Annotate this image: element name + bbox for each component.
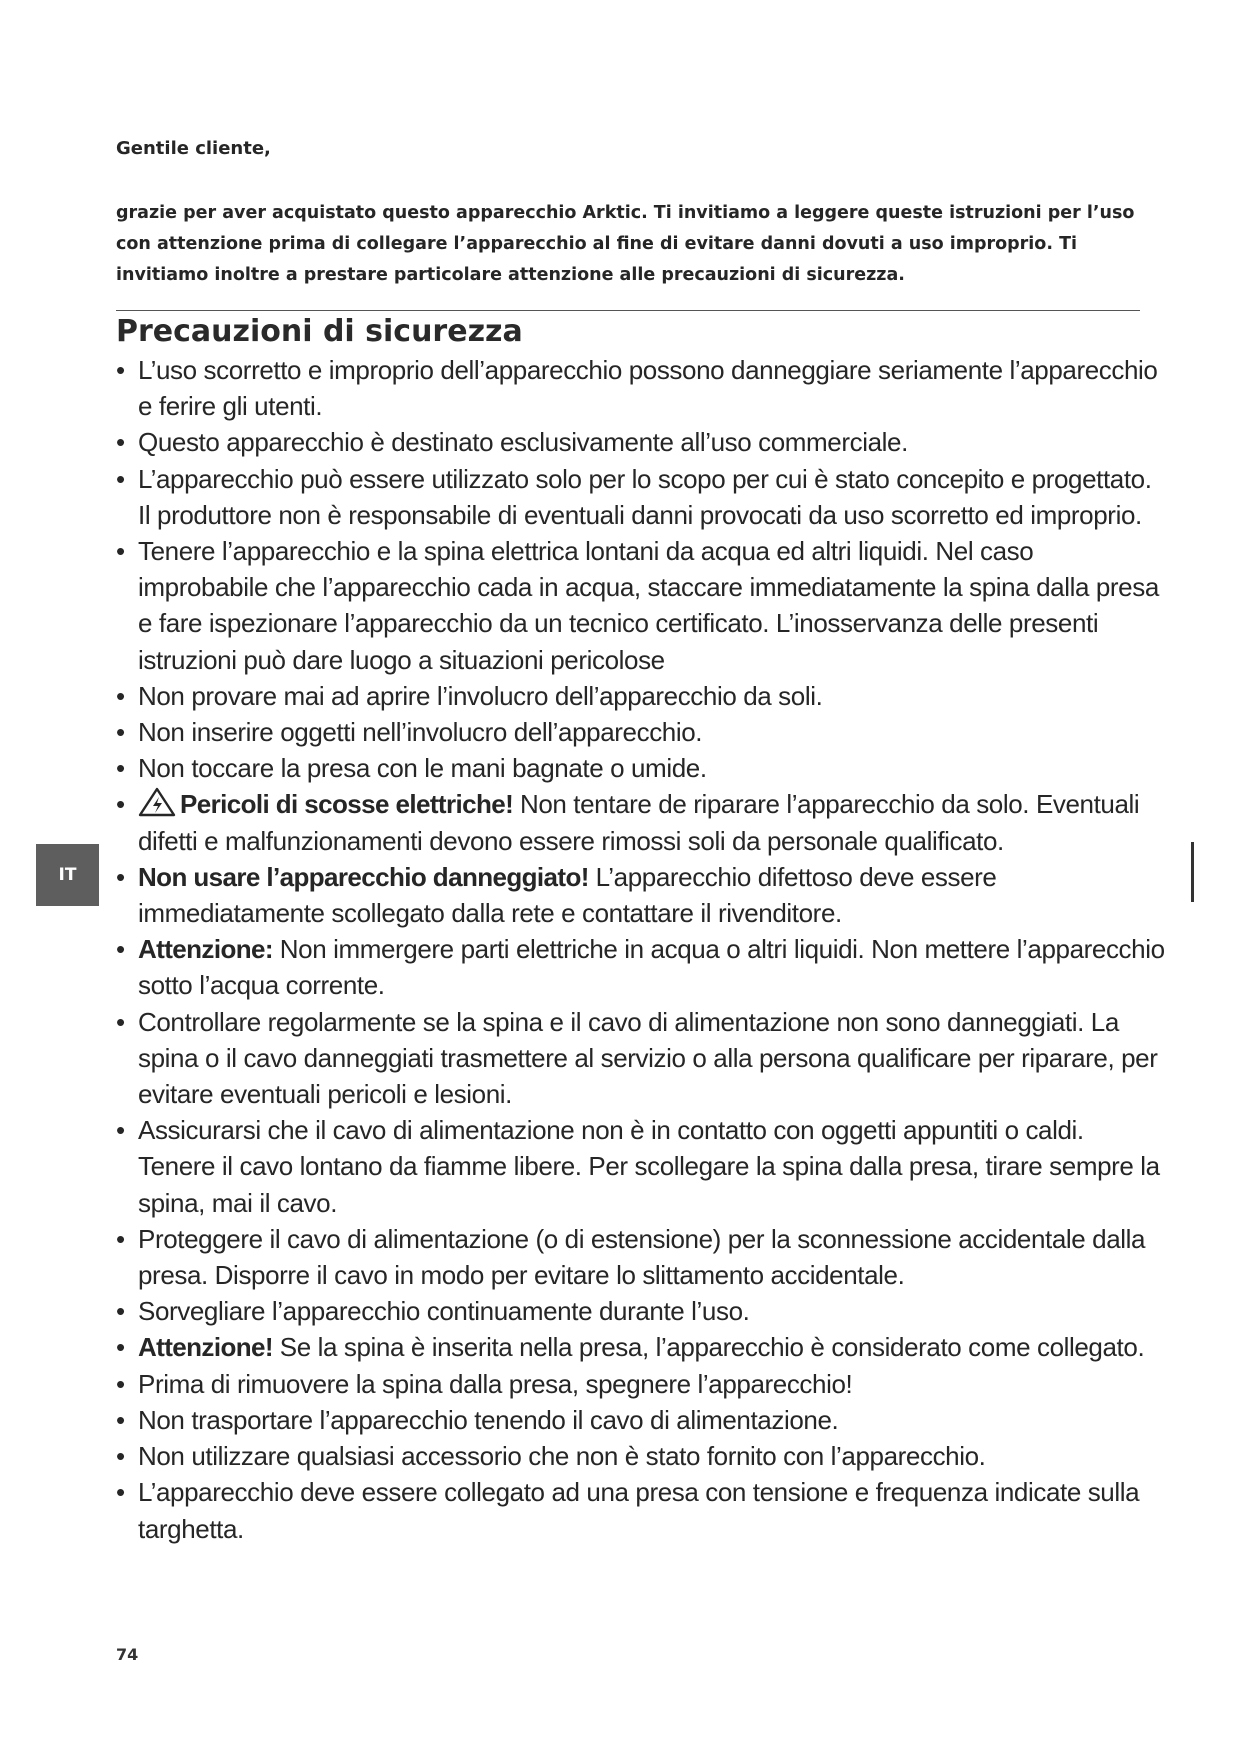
item-text: Sorvegliare l’apparecchio continuamente durante l’uso.: [138, 1296, 750, 1327]
item-text: Se la spina è inserita nella presa, l’apparecchio è considerato come collegato.: [272, 1332, 1145, 1363]
safety-list: [116, 352, 1166, 1547]
item-text: Controllare regolarmente se la spina e il cavo di alimentazione non sono danneggiati. La spina o il cavo danneggiati trasmettere al servizio o alla persona qualificare per riparare, per evitare eventuali pericoli e lesioni.: [138, 1006, 1158, 1110]
item-text: Non utilizzare qualsiasi accessorio che non è stato fornito con l’apparecchio.: [138, 1441, 986, 1472]
list-item: [116, 1112, 1166, 1221]
margin-marker: [1191, 842, 1194, 902]
item-text: L’apparecchio difettoso deve essere immediatamente scollegato dalla rete e contattare il rivenditore.: [138, 861, 997, 929]
item-text: L’apparecchio deve essere collegato ad una presa con tensione e frequenza indicate sulla targhetta.: [138, 1477, 1140, 1544]
item-text: Questo apparecchio è destinato esclusivamente all’uso commerciale.: [138, 427, 908, 458]
section-divider: [116, 310, 1140, 311]
list-item: [116, 931, 1166, 1003]
item-text: Non tentare de riparare l’apparecchio da solo. Eventuali difetti e malfunzionamenti devono essere rimossi soli da personale qualificato.: [138, 789, 1140, 856]
item-highlight: Attenzione!: [138, 1332, 273, 1363]
item-text: Non inserire oggetti nell’involucro dell’apparecchio.: [138, 717, 703, 748]
list-item: [116, 786, 1166, 858]
item-text: Non provare mai ad aprire l’involucro dell’apparecchio da soli.: [138, 680, 823, 711]
list-item: [116, 1329, 1166, 1365]
greeting: Gentile cliente,: [116, 138, 271, 159]
page-number: 74: [116, 1645, 139, 1664]
item-text: L’uso scorretto e improprio dell’apparecchio possono danneggiare seriamente l’apparecchio e ferire gli utenti.: [138, 355, 1158, 422]
item-text: L’apparecchio può essere utilizzato solo per lo scopo per cui è stato concepito e progettato. Il produttore non è responsabile di eventuali danni provocati da uso scorretto ed improprio.: [138, 463, 1152, 530]
list-item: [116, 1221, 1166, 1293]
item-highlight: Non usare l’apparecchio danneggiato!: [138, 861, 589, 892]
list-item: [116, 424, 1166, 460]
item-text: Tenere l’apparecchio e la spina elettrica lontani da acqua ed altri liquidi. Nel caso improbabile che l’apparecchio cada in acqua, staccare immediatamente la spina dalla presa e fare ispezionare l’apparecchio da un tecnico certificato. L’inosservanza delle presenti istruzioni può dare luogo a situazioni pericolose: [138, 536, 1159, 675]
list-item: [116, 1438, 1166, 1474]
item-highlight: Attenzione:: [138, 934, 273, 965]
item-text: Prima di rimuovere la spina dalla presa, spegnere l’apparecchio!: [138, 1368, 853, 1399]
list-item: [116, 1402, 1166, 1438]
list-item: [116, 1474, 1166, 1546]
section-title: Precauzioni di sicurezza: [116, 314, 523, 349]
list-item: [116, 352, 1166, 424]
item-text: Non trasportare l’apparecchio tenendo il cavo di alimentazione.: [138, 1404, 839, 1435]
list-item: [116, 1293, 1166, 1329]
list-item: [116, 678, 1166, 714]
item-text: Proteggere il cavo di alimentazione (o di estensione) per la sconnessione accidentale dalla presa. Disporre il cavo in modo per evitare lo slittamento accidentale.: [138, 1223, 1146, 1291]
item-text: Assicurarsi che il cavo di alimentazione non è in contatto con oggetti appuntiti o caldi. Tenere il cavo lontano da fiamme libere. Per scollegare la spina dalla presa, tirare sempre la spina, mai il cavo.: [138, 1115, 1160, 1218]
item-highlight: Pericoli di scosse elettriche!: [180, 789, 514, 820]
intro-paragraph: grazie per aver acquistato questo apparecchio Arktic. Ti invitiamo a leggere queste istruzioni per l’uso con attenzione prima di collegare l’apparecchio al fine di evitare danni dovuti a uso improprio. Ti invitiamo inoltre a prestare particolare attenzione alle precauzioni di sicurezza.: [116, 203, 1135, 285]
list-item: [116, 1004, 1166, 1113]
list-item: [116, 533, 1166, 678]
list-item: [116, 750, 1166, 786]
electric-warning-icon: [138, 787, 176, 817]
list-item: [116, 461, 1166, 533]
item-text: Non immergere parti elettriche in acqua o altri liquidi. Non mettere l’apparecchio sotto l’acqua corrente.: [138, 934, 1165, 1001]
language-tab: IT: [36, 844, 99, 906]
list-item: [116, 1366, 1166, 1402]
list-item: [116, 859, 1166, 931]
list-item: [116, 714, 1166, 750]
item-text: Non toccare la presa con le mani bagnate o umide.: [138, 753, 707, 784]
